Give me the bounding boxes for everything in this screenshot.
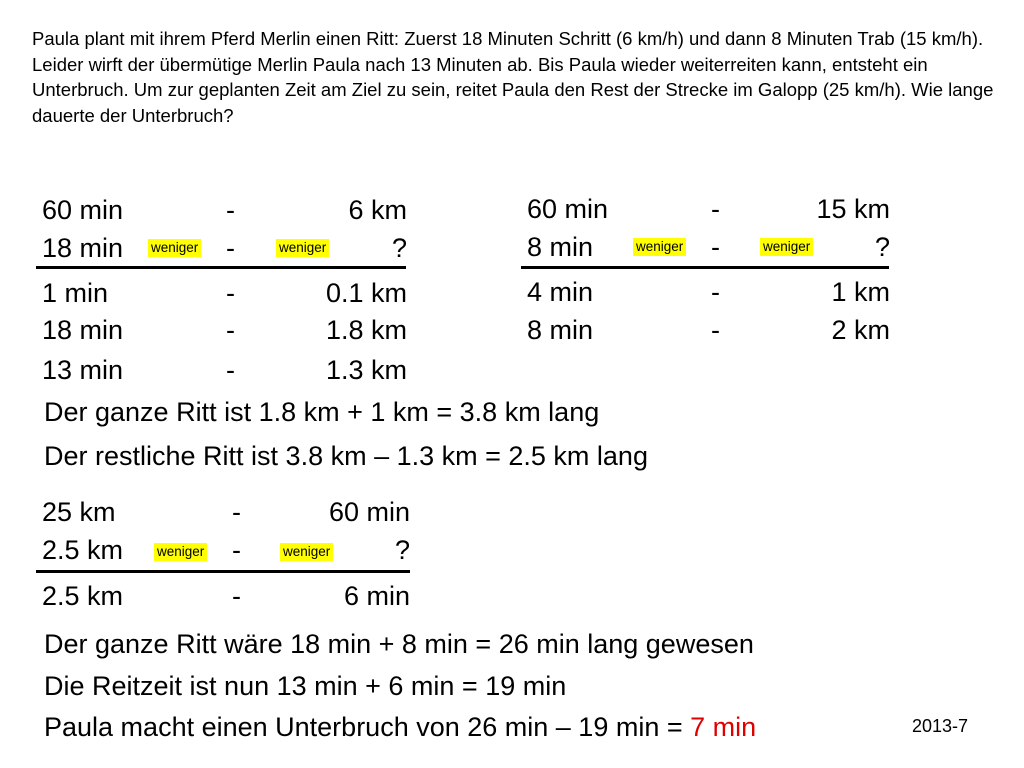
weniger-tag: weniger [633,238,686,256]
statement-total-distance: Der ganze Ritt ist 1.8 km + 1 km = 3.8 km lang [44,397,600,427]
calc3-row3-dash: - [232,581,241,611]
calc3-row1-left: 25 km [42,497,116,527]
calc2-row4-right: 2 km [831,315,890,345]
calc3-row2-dash: - [232,535,241,565]
problem-text: Paula plant mit ihrem Pferd Merlin einen Ritt: Zuerst 18 Minuten Schritt (6 km/h) und dann 8 Minuten Trab (15 km/h). Leider wirft der übermütige Merlin Paula nach 13 Minuten ab. Bis Paula wieder weiterreiten kann, entsteht ein Unterbruch. Um zur geplanten Zeit am Ziel zu sein, reitet Paula den Rest der Strecke im Galopp (25 km/h). Wie lange dauerte der Unterbruch? [32,28,994,126]
weniger-tag: weniger [148,239,201,257]
calc2-row4-dash: - [711,315,720,345]
calc1-row1-dash: - [226,195,235,225]
weniger-tag: weniger [760,238,813,256]
calc3-row1-right: 60 min [328,497,410,527]
divider-line [36,570,410,573]
calc3-row1-dash: - [232,497,241,527]
calc2-row1-left: 60 min [527,194,609,224]
divider-line [36,266,406,269]
calc3-row2-left: 2.5 km [42,535,124,565]
statement-break-result [44,711,756,743]
divider-line [521,266,889,269]
calc2-row2-dash: - [711,232,720,262]
calc1-row3-left: 1 min [42,278,109,308]
calc1-row1-left: 60 min [42,195,124,225]
calc3-row3-right: 6 min [343,581,410,611]
result-prefix: Paula macht einen Unterbruch von 26 min – 19 min = [44,712,691,742]
calc1-row2-left: 18 min [42,233,124,263]
weniger-tag: weniger [154,543,207,561]
calc1-row5-left: 13 min [42,355,124,385]
calc1-row3-right: 0.1 km [325,278,407,308]
calc3-row3-left: 2.5 km [42,581,124,611]
calc2-row4-left: 8 min [527,315,594,345]
calc1-row5-dash: - [226,355,235,385]
slide-number: 2013-7 [912,716,969,736]
weniger-tag: weniger [280,543,333,561]
result-answer: 7 min [690,712,757,742]
calc1-row5-right: 1.3 km [325,355,407,385]
calc3-row2-right: ? [394,535,410,565]
calc2-row2-right: ? [874,232,890,262]
calc1-row4-right: 1.8 km [325,315,407,345]
calc1-row2-dash: - [226,233,235,263]
weniger-tag: weniger [276,239,329,257]
calc1-row4-dash: - [226,315,235,345]
calc2-row3-right: 1 km [831,277,890,307]
statement-remaining-distance: Der restliche Ritt ist 3.8 km – 1.3 km = 2.5 km lang [44,441,648,471]
calc1-row1-right: 6 km [348,195,407,225]
calc1-row3-dash: - [226,278,235,308]
calc2-row1-right: 15 km [816,194,890,224]
calc2-row3-left: 4 min [527,277,594,307]
statement-riding-time: Die Reitzeit ist nun 13 min + 6 min = 19 min [44,671,567,701]
calc2-row1-dash: - [711,194,720,224]
calc1-row2-right: ? [391,233,407,263]
calc1-row4-left: 18 min [42,315,124,345]
calc2-row3-dash: - [711,277,720,307]
calc2-row2-left: 8 min [527,232,594,262]
statement-planned-duration: Der ganze Ritt wäre 18 min + 8 min = 26 min lang gewesen [44,629,754,659]
